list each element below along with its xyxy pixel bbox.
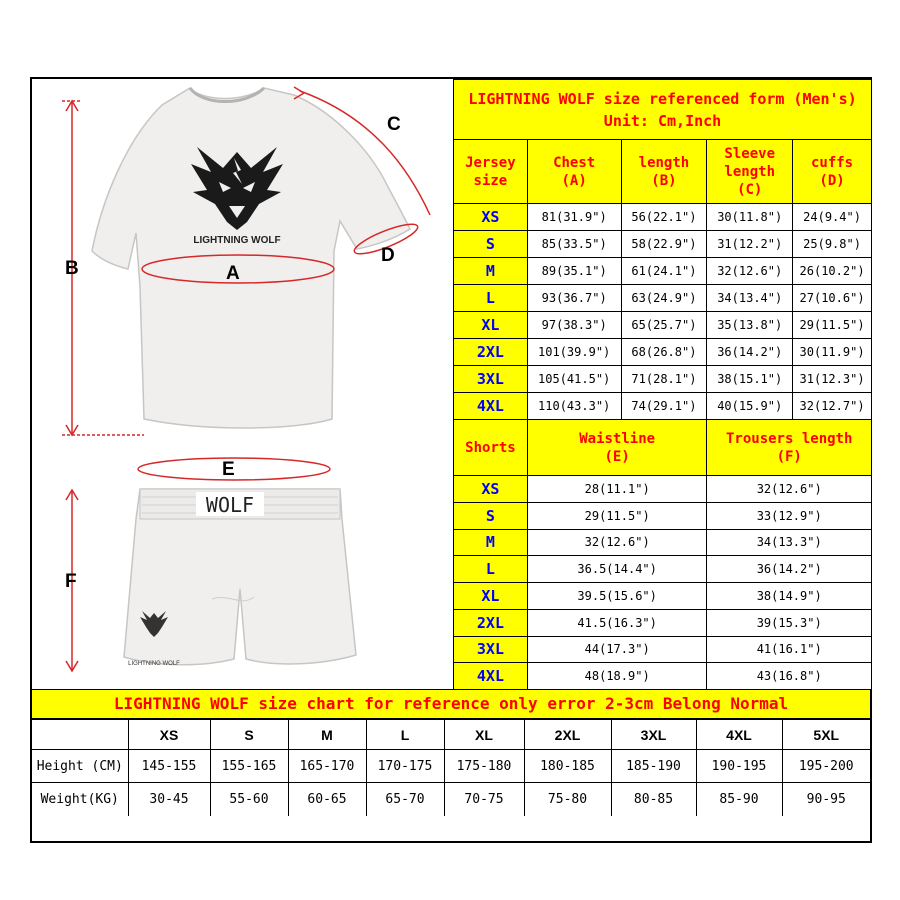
trousers-length-cell: 41(16.1") [707, 636, 872, 663]
sleeve-cell: 31(12.2") [707, 231, 793, 258]
label-c: C [387, 114, 401, 135]
weight-cell: 90-95 [782, 783, 870, 816]
height-label: Height (CM) [32, 750, 128, 783]
chest-cell: 97(38.3") [527, 312, 621, 339]
size-cell: XS [454, 204, 528, 231]
sleeve-cell: 30(11.8") [707, 204, 793, 231]
size-cell: S [454, 231, 528, 258]
chest-cell: 93(36.7") [527, 285, 621, 312]
height-cell: 155-165 [210, 750, 288, 783]
cuffs-cell: 31(12.3") [793, 366, 872, 393]
size-cell: XL [454, 583, 528, 610]
header-length: length (B) [621, 140, 707, 204]
trousers-length-cell: 36(14.2") [707, 556, 872, 583]
table-row [454, 529, 872, 556]
trousers-length-cell: 38(14.9") [707, 583, 872, 610]
size-cell: L [454, 285, 528, 312]
size-cell: 4XL [454, 393, 528, 420]
height-cell: 170-175 [366, 750, 444, 783]
cuffs-cell: 25(9.8") [793, 231, 872, 258]
size-header: 2XL [524, 720, 611, 750]
table-row [454, 258, 872, 285]
waistline-cell: 44(17.3") [527, 636, 707, 663]
cuffs-cell: 29(11.5") [793, 312, 872, 339]
size-header: S [210, 720, 288, 750]
weight-cell: 85-90 [696, 783, 782, 816]
size-header: 4XL [696, 720, 782, 750]
label-d: D [381, 245, 395, 266]
size-cell: XL [454, 312, 528, 339]
table-row [454, 285, 872, 312]
size-header: L [366, 720, 444, 750]
trousers-length-cell: 43(16.8") [707, 663, 872, 690]
tshirt-illustration [92, 88, 410, 428]
length-cell: 58(22.9") [621, 231, 707, 258]
table-row [454, 231, 872, 258]
sleeve-cell: 36(14.2") [707, 339, 793, 366]
cuffs-cell: 24(9.4") [793, 204, 872, 231]
chest-cell: 81(31.9") [527, 204, 621, 231]
cuffs-cell: 26(10.2") [793, 258, 872, 285]
weight-label: Weight(KG) [32, 783, 128, 816]
sleeve-cell: 38(15.1") [707, 366, 793, 393]
height-cell: 165-170 [288, 750, 366, 783]
weight-row [32, 783, 870, 816]
waistline-cell: 32(12.6") [527, 529, 707, 556]
shirt-logo-text: LIGHTNING WOLF [193, 235, 281, 246]
shorts-illustration [124, 489, 356, 667]
header-sleeve-length: Sleeve length (C) [707, 140, 793, 204]
size-cell: 3XL [454, 636, 528, 663]
chest-cell: 85(33.5") [527, 231, 621, 258]
table-row [454, 366, 872, 393]
header-waistline: Waistline (E) [527, 420, 707, 476]
table-row [454, 663, 872, 690]
table-row [454, 393, 872, 420]
height-cell: 175-180 [444, 750, 524, 783]
length-cell: 56(22.1") [621, 204, 707, 231]
size-header: M [288, 720, 366, 750]
label-f: F [65, 571, 77, 592]
length-cell: 63(24.9") [621, 285, 707, 312]
trousers-length-cell: 32(12.6") [707, 476, 872, 503]
table-row [454, 583, 872, 610]
size-cell: 2XL [454, 609, 528, 636]
weight-cell: 60-65 [288, 783, 366, 816]
weight-cell: 70-75 [444, 783, 524, 816]
length-cell: 71(28.1") [621, 366, 707, 393]
header-shorts: Shorts [454, 420, 528, 476]
waistline-cell: 29(11.5") [527, 502, 707, 529]
height-cell: 145-155 [128, 750, 210, 783]
sleeve-cell: 40(15.9") [707, 393, 793, 420]
shorts-table-header-row [454, 420, 872, 476]
chest-cell: 89(35.1") [527, 258, 621, 285]
size-header: XL [444, 720, 524, 750]
size-chart-sheet [30, 77, 872, 843]
header-trousers-length: Trousers length (F) [707, 420, 872, 476]
size-cell: S [454, 502, 528, 529]
empty-header-cell [32, 720, 128, 750]
table-row [454, 609, 872, 636]
cuffs-cell: 27(10.6") [793, 285, 872, 312]
label-b: B [65, 258, 79, 279]
height-row [32, 750, 870, 783]
size-header: 3XL [611, 720, 696, 750]
sleeve-cell: 34(13.4") [707, 285, 793, 312]
size-header: 5XL [782, 720, 870, 750]
jersey-table-unit: Unit: Cm,Inch [603, 111, 722, 130]
sleeve-cell: 35(13.8") [707, 312, 793, 339]
chest-cell: 101(39.9") [527, 339, 621, 366]
waistline-cell: 36.5(14.4") [527, 556, 707, 583]
size-cell: 3XL [454, 366, 528, 393]
height-cell: 195-200 [782, 750, 870, 783]
length-cell: 74(29.1") [621, 393, 707, 420]
body-table-header-row [32, 720, 870, 750]
height-cell: 180-185 [524, 750, 611, 783]
table-row [454, 312, 872, 339]
size-cell: 4XL [454, 663, 528, 690]
sleeve-cell: 32(12.6") [707, 258, 793, 285]
jersey-size-table [453, 79, 872, 420]
header-cuffs: cuffs (D) [793, 140, 872, 204]
jersey-table-title: LIGHTNING WOLF size referenced form (Men's) [468, 89, 857, 108]
garment-diagram [32, 79, 453, 689]
height-cell: 190-195 [696, 750, 782, 783]
trousers-length-cell: 34(13.3") [707, 529, 872, 556]
shorts-waistband-text: WOLF [205, 493, 255, 517]
weight-cell: 55-60 [210, 783, 288, 816]
jersey-table-header-row [454, 140, 872, 204]
weight-cell: 80-85 [611, 783, 696, 816]
table-row [454, 502, 872, 529]
waistline-cell: 41.5(16.3") [527, 609, 707, 636]
length-cell: 65(25.7") [621, 312, 707, 339]
label-e: E [222, 459, 235, 480]
weight-cell: 30-45 [128, 783, 210, 816]
chest-cell: 105(41.5") [527, 366, 621, 393]
waistline-cell: 28(11.1") [527, 476, 707, 503]
table-row [454, 556, 872, 583]
size-header: XS [128, 720, 210, 750]
chest-cell: 110(43.3") [527, 393, 621, 420]
header-jersey-size: Jersey size [454, 140, 528, 204]
waistline-cell: 39.5(15.6") [527, 583, 707, 610]
table-row [454, 339, 872, 366]
table-row [454, 204, 872, 231]
disclaimer-banner: LIGHTNING WOLF size chart for reference only error 2-3cm Belong Normal [32, 689, 870, 719]
waistline-cell: 48(18.9") [527, 663, 707, 690]
label-a: A [226, 263, 240, 284]
shorts-logo-text: LIGHTNING WOLF [128, 661, 180, 667]
height-cell: 185-190 [611, 750, 696, 783]
garment-illustration-panel [32, 79, 453, 689]
size-cell: XS [454, 476, 528, 503]
size-cell: L [454, 556, 528, 583]
weight-cell: 75-80 [524, 783, 611, 816]
cuffs-cell: 32(12.7") [793, 393, 872, 420]
trousers-length-cell: 39(15.3") [707, 609, 872, 636]
table-row [454, 636, 872, 663]
weight-cell: 65-70 [366, 783, 444, 816]
header-chest: Chest (A) [527, 140, 621, 204]
table-row [454, 476, 872, 503]
size-cell: M [454, 258, 528, 285]
shorts-size-table [453, 419, 872, 690]
jersey-table-title-cell [454, 80, 872, 140]
cuffs-cell: 30(11.9") [793, 339, 872, 366]
length-cell: 68(26.8") [621, 339, 707, 366]
size-cell: M [454, 529, 528, 556]
size-cell: 2XL [454, 339, 528, 366]
length-cell: 61(24.1") [621, 258, 707, 285]
body-size-table [32, 719, 870, 816]
trousers-length-cell: 33(12.9") [707, 502, 872, 529]
